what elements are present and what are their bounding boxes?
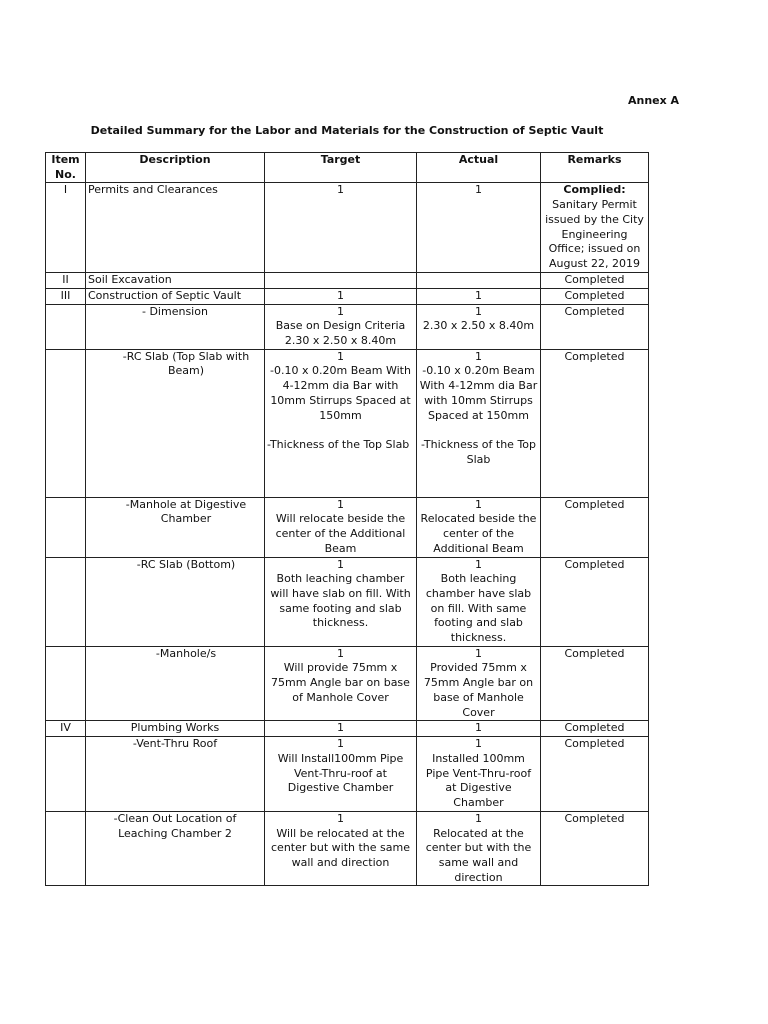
target-cell bbox=[265, 557, 417, 646]
description-cell: - Dimension bbox=[86, 304, 265, 349]
target-cell bbox=[265, 737, 417, 812]
header-item-no: Item No. bbox=[46, 153, 86, 183]
target-text: Will be relocated at the center but with the same wall and direction bbox=[271, 826, 410, 869]
target-quantity: 1 bbox=[337, 497, 344, 511]
target-cell bbox=[265, 349, 417, 497]
actual-cell bbox=[417, 646, 541, 721]
item-no-cell bbox=[46, 811, 86, 886]
item-no-cell bbox=[46, 304, 86, 349]
header-remarks: Remarks bbox=[541, 153, 649, 183]
table-row bbox=[46, 183, 649, 272]
table-row bbox=[46, 557, 649, 646]
actual-cell bbox=[417, 811, 541, 886]
target-text: Will provide 75mm x 75mm Angle bar on base of Manhole Cover bbox=[271, 661, 410, 704]
table-row bbox=[46, 721, 649, 737]
table-row bbox=[46, 497, 649, 557]
actual-cell bbox=[417, 304, 541, 349]
actual-extra-text: -Thickness of the Top Slab bbox=[420, 437, 537, 466]
table-row bbox=[46, 288, 649, 304]
remarks-status: Complied: bbox=[563, 183, 626, 197]
target-quantity: 1 bbox=[337, 304, 344, 318]
summary-table bbox=[45, 152, 649, 886]
actual-cell: 1 bbox=[417, 183, 541, 272]
description-cell: Plumbing Works bbox=[86, 721, 265, 737]
annex-label: Annex A bbox=[628, 94, 680, 107]
remarks-cell: Completed bbox=[541, 646, 649, 721]
actual-quantity: 1 bbox=[475, 811, 482, 825]
description-cell: -Vent-Thru Roof bbox=[86, 737, 265, 812]
remarks-text: Sanitary Permit issued by the City Engineering Office; issued on August 22, 2019 bbox=[545, 198, 644, 270]
header-actual: Actual bbox=[417, 153, 541, 183]
remarks-cell: Completed bbox=[541, 349, 649, 497]
actual-text: Both leaching chamber have slab on fill. With same footing and slab thickness. bbox=[425, 572, 532, 645]
actual-cell: 1 bbox=[417, 721, 541, 737]
target-text: Base on Design Criteria 2.30 x 2.50 x 8.40m bbox=[275, 319, 406, 348]
item-no-cell bbox=[46, 349, 86, 497]
remarks-cell: Completed bbox=[541, 288, 649, 304]
table-row bbox=[46, 304, 649, 349]
target-cell: 1 bbox=[265, 183, 417, 272]
actual-text: Installed 100mm Pipe Vent-Thru-roof at Digestive Chamber bbox=[425, 751, 532, 810]
actual-quantity: 1 bbox=[475, 737, 482, 751]
actual-cell bbox=[417, 349, 541, 497]
table-header-row bbox=[46, 153, 649, 183]
table-row bbox=[46, 737, 649, 812]
actual-text: Provided 75mm x 75mm Angle bar on base of Manhole Cover bbox=[423, 661, 534, 719]
item-no-cell bbox=[46, 646, 86, 721]
actual-cell bbox=[417, 557, 541, 646]
remarks-cell: Completed bbox=[541, 721, 649, 737]
table-row bbox=[46, 349, 649, 497]
target-text: Will relocate beside the center of the Additional Beam bbox=[275, 512, 406, 555]
description-cell: -RC Slab (Top Slab with Beam) bbox=[86, 349, 265, 497]
item-no-cell bbox=[46, 557, 86, 646]
description-cell: -Manhole/s bbox=[86, 646, 265, 721]
target-text: Both leaching chamber will have slab on fill. With same footing and slab thickness. bbox=[270, 572, 411, 630]
description-cell: -Manhole at Digestive Chamber bbox=[86, 497, 265, 557]
target-cell: 1 bbox=[265, 288, 417, 304]
target-cell bbox=[265, 811, 417, 886]
target-cell bbox=[265, 272, 417, 288]
target-cell bbox=[265, 304, 417, 349]
item-no-cell bbox=[46, 737, 86, 812]
actual-quantity: 1 bbox=[475, 557, 482, 571]
actual-quantity: 1 bbox=[475, 646, 482, 660]
target-quantity: 1 bbox=[337, 737, 344, 751]
item-no-cell: II bbox=[46, 272, 86, 288]
remarks-cell: Completed bbox=[541, 497, 649, 557]
actual-quantity: 1 bbox=[475, 349, 482, 363]
actual-cell: 1 bbox=[417, 288, 541, 304]
description-cell: -RC Slab (Bottom) bbox=[86, 557, 265, 646]
description-cell: Permits and Clearances bbox=[86, 183, 265, 272]
table-row bbox=[46, 811, 649, 886]
document-title: Detailed Summary for the Labor and Materials for the Construction of Septic Vault bbox=[90, 124, 604, 137]
target-cell bbox=[265, 646, 417, 721]
remarks-cell: Completed bbox=[541, 811, 649, 886]
target-quantity: 1 bbox=[337, 811, 344, 825]
item-no-cell bbox=[46, 497, 86, 557]
target-extra-text: -Thickness of the Top Slab bbox=[267, 437, 410, 451]
header-target: Target bbox=[265, 153, 417, 183]
target-quantity: 1 bbox=[337, 349, 344, 363]
description-cell: Construction of Septic Vault bbox=[86, 288, 265, 304]
actual-quantity: 1 bbox=[475, 497, 482, 511]
item-no-cell: IV bbox=[46, 721, 86, 737]
remarks-cell: Completed bbox=[541, 272, 649, 288]
target-cell bbox=[265, 497, 417, 557]
target-quantity: 1 bbox=[337, 557, 344, 571]
target-quantity: 1 bbox=[337, 646, 344, 660]
description-cell: Soil Excavation bbox=[86, 272, 265, 288]
description-cell: -Clean Out Location of Leaching Chamber 2 bbox=[86, 811, 265, 886]
remarks-cell: Completed bbox=[541, 737, 649, 812]
table-row bbox=[46, 646, 649, 721]
target-text: Will Install100mm Pipe Vent-Thru-roof at Digestive Chamber bbox=[277, 751, 404, 795]
remarks-cell: Completed bbox=[541, 557, 649, 646]
actual-cell bbox=[417, 272, 541, 288]
item-no-cell: III bbox=[46, 288, 86, 304]
actual-quantity: 1 bbox=[475, 304, 482, 318]
actual-text: -0.10 x 0.20m Beam With 4-12mm dia Bar with 10mm Stirrups Spaced at 150mm bbox=[419, 364, 538, 422]
actual-text: Relocated at the center but with the same wall and direction bbox=[425, 826, 532, 884]
remarks-cell bbox=[541, 183, 649, 272]
actual-cell bbox=[417, 737, 541, 812]
target-cell: 1 bbox=[265, 721, 417, 737]
remarks-cell: Completed bbox=[541, 304, 649, 349]
item-no-cell: I bbox=[46, 183, 86, 272]
header-description: Description bbox=[86, 153, 265, 183]
target-text: -0.10 x 0.20m Beam With 4-12mm dia Bar with 10mm Stirrups Spaced at 150mm bbox=[270, 364, 411, 422]
actual-text: Relocated beside the center of the Additional Beam bbox=[420, 512, 537, 555]
table-row bbox=[46, 272, 649, 288]
actual-cell bbox=[417, 497, 541, 557]
actual-text: 2.30 x 2.50 x 8.40m bbox=[422, 319, 535, 333]
